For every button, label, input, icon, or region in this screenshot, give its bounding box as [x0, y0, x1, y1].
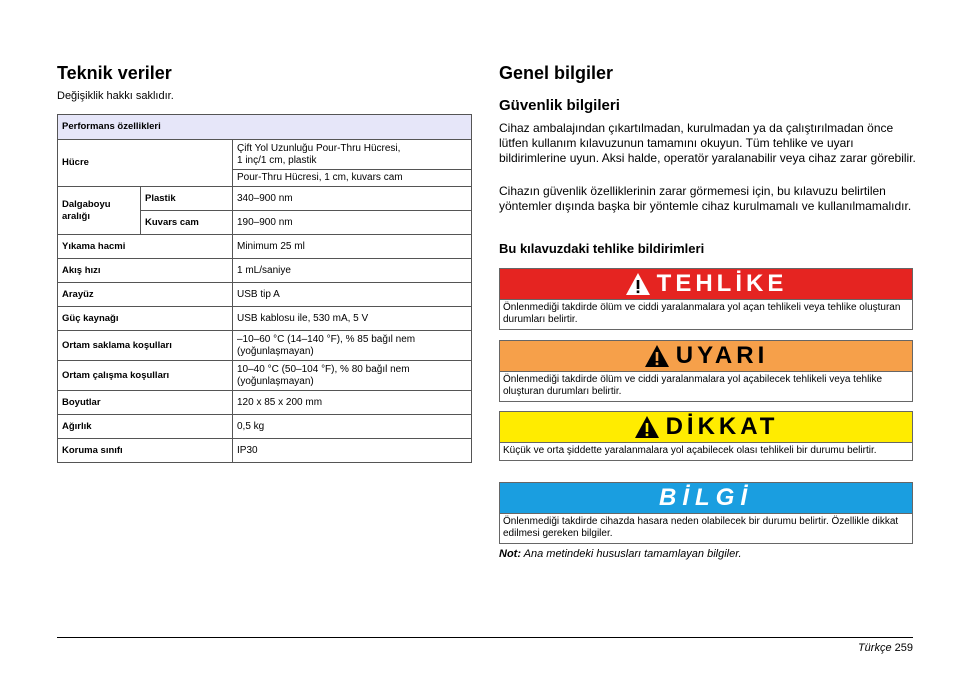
table-header-row	[58, 115, 472, 140]
notice-banner	[500, 483, 912, 513]
warning-label: UYARI	[675, 342, 769, 369]
table-row	[58, 307, 472, 331]
warning-triangle-icon	[644, 344, 670, 368]
row-label: Akış hızı	[58, 259, 233, 283]
note-text: Ana metindeki hususları tamamlayan bilgiler.	[521, 548, 742, 560]
table-row	[58, 140, 472, 170]
row-label: Dalgaboyu aralığı	[58, 187, 141, 235]
footer-divider	[57, 637, 913, 638]
warning-banner	[500, 341, 912, 371]
table-row	[58, 439, 472, 463]
safety-paragraph-1: Cihaz ambalajından çıkartılmadan, kurulmadan ya da çalıştırılmadan önce lütfen kullanım kılavuzunun tamamını okuyun. Tüm tehlike ve uyarı bildirimlerine uyun. Aksi halde, operatör yaralanabilir veya cihaz zarar görebilir.	[499, 121, 916, 165]
notice-box	[499, 482, 913, 544]
warning-triangle-icon	[625, 272, 651, 296]
row-label: Yıkama hacmi	[58, 235, 233, 259]
safety-info-heading: Güvenlik bilgileri	[499, 97, 620, 114]
change-note: Değişiklik hakkı saklıdır.	[57, 90, 174, 102]
row-value: 120 x 85 x 200 mm	[233, 391, 472, 415]
row-value: 190–900 nm	[233, 211, 472, 235]
row-value: 340–900 nm	[233, 187, 472, 211]
row-value: USB kablosu ile, 530 mA, 5 V	[233, 307, 472, 331]
warning-text: Önlenmediği takdirde ölüm ve ciddi yaralanmalara yol açabilecek tehlikeli veya tehlike oluşturan durumları belirtir.	[500, 371, 912, 401]
danger-banner	[500, 269, 912, 299]
row-value: USB tip A	[233, 283, 472, 307]
table-row	[58, 259, 472, 283]
row-label: Arayüz	[58, 283, 233, 307]
danger-text: Önlenmediği takdirde ölüm ve ciddi yaralanmalara yol açan tehlikeli veya tehlike oluşturan durumları belirtir.	[500, 299, 912, 329]
danger-label: TEHLİKE	[656, 270, 788, 297]
row-label: Ortam saklama koşulları	[58, 331, 233, 361]
table-row	[58, 415, 472, 439]
section-title-genel-bilgiler: Genel bilgiler	[499, 63, 614, 83]
row-label: Koruma sınıfı	[58, 439, 233, 463]
note-line	[499, 548, 742, 560]
row-label: Hücre	[58, 140, 233, 187]
table-row	[58, 187, 472, 211]
row-label: Ağırlık	[58, 415, 233, 439]
caution-text: Küçük ve orta şiddette yaralanmalara yol açabilecek olası tehlikeli bir durumu belirtir.	[500, 442, 912, 460]
row-value: Minimum 25 ml	[233, 235, 472, 259]
caution-banner	[500, 412, 912, 442]
warning-box	[499, 340, 913, 402]
row-label: Boyutlar	[58, 391, 233, 415]
table-row	[58, 331, 472, 361]
warning-triangle-icon	[634, 415, 660, 439]
row-sublabel: Plastik	[141, 187, 233, 211]
safety-paragraph-2: Cihazın güvenlik özelliklerinin zarar görmemesi için, bu kılavuzu belirtilen yöntemler dışında başka bir yöntemle cihaz kurulmamalı ve kullanılmamalıdır.	[499, 184, 912, 213]
row-label: Ortam çalışma koşulları	[58, 361, 233, 391]
table-row	[58, 283, 472, 307]
spec-table	[57, 114, 472, 463]
caution-label: DİKKAT	[665, 413, 779, 440]
table-header: Performans özellikleri	[58, 115, 472, 140]
footer-language: Türkçe	[857, 642, 892, 654]
row-value: IP30	[233, 439, 472, 463]
notice-text: Önlenmediği takdirde cihazda hasara neden olabilecek bir durumu belirtir. Özellikle dikkat edilmesi gereken bilgiler.	[500, 513, 912, 543]
notice-label: BİLGİ	[659, 484, 753, 511]
row-sublabel: Kuvars cam	[141, 211, 233, 235]
row-value: –10–60 °C (14–140 °F), % 85 bağıl nem (yoğunlaşmayan)	[233, 331, 472, 361]
table-row	[58, 361, 472, 391]
row-value: Pour-Thru Hücresi, 1 cm, kuvars cam	[233, 170, 472, 187]
hazard-notices-heading: Bu kılavuzdaki tehlike bildirimleri	[499, 241, 705, 256]
row-value: 0,5 kg	[233, 415, 472, 439]
row-value: 10–40 °C (50–104 °F), % 80 bağıl nem (yoğunlaşmayan)	[233, 361, 472, 391]
page-number: 259	[894, 642, 913, 654]
caution-box	[499, 411, 913, 461]
row-value: 1 mL/saniye	[233, 259, 472, 283]
note-label: Not:	[499, 548, 521, 560]
table-row	[58, 235, 472, 259]
row-value: Çift Yol Uzunluğu Pour-Thru Hücresi, 1 inç/1 cm, plastik	[233, 140, 472, 170]
footer	[858, 642, 913, 654]
table-row	[58, 391, 472, 415]
danger-box	[499, 268, 913, 330]
row-label: Güç kaynağı	[58, 307, 233, 331]
section-title-teknik-veriler: Teknik veriler	[57, 63, 172, 83]
